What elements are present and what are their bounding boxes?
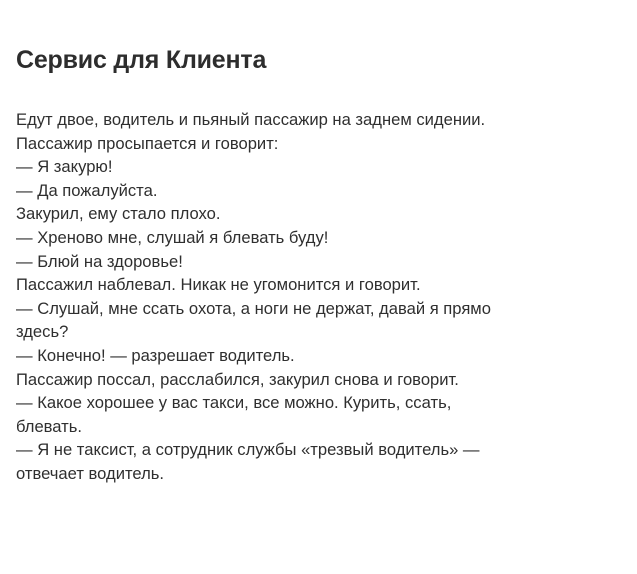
story-line: — Я не таксист, а сотрудник службы «трезвый водитель» — (16, 440, 480, 460)
story-line: — Блюй на здоровье! (16, 251, 183, 271)
story-line: Едут двое, водитель и пьяный пассажир на заднем сидении. (16, 110, 486, 129)
story-line: — Да пожалуйста. (16, 180, 158, 200)
story-line: — Слушай, мне ссать охота, а ноги не держат, давай я прямо (16, 298, 491, 318)
story-text (16, 108, 616, 486)
story-line: — Я закурю! (16, 157, 113, 177)
story-line: — Какое хорошее у вас такси, все можно. Курить, ссать, (16, 393, 452, 413)
story-line: Закурил, ему стало плохо. (16, 204, 221, 224)
story-line: — Хреново мне, слушай я блевать буду! (16, 227, 329, 247)
story-line: блевать. (16, 416, 83, 436)
story-line: Пассажир поссал, расслабился, закурил снова и говорит. (16, 369, 459, 389)
story-line: Пассажир просыпается и говорит: (16, 133, 279, 153)
story-line: здесь? (16, 322, 69, 342)
page-title: Сервис для Клиента (16, 46, 267, 74)
story-line: — Конечно! — разрешает водитель. (16, 345, 295, 365)
story-line: Пассажил наблевал. Никак не угомонится и говорит. (16, 275, 421, 295)
story-line: отвечает водитель. (16, 463, 165, 483)
